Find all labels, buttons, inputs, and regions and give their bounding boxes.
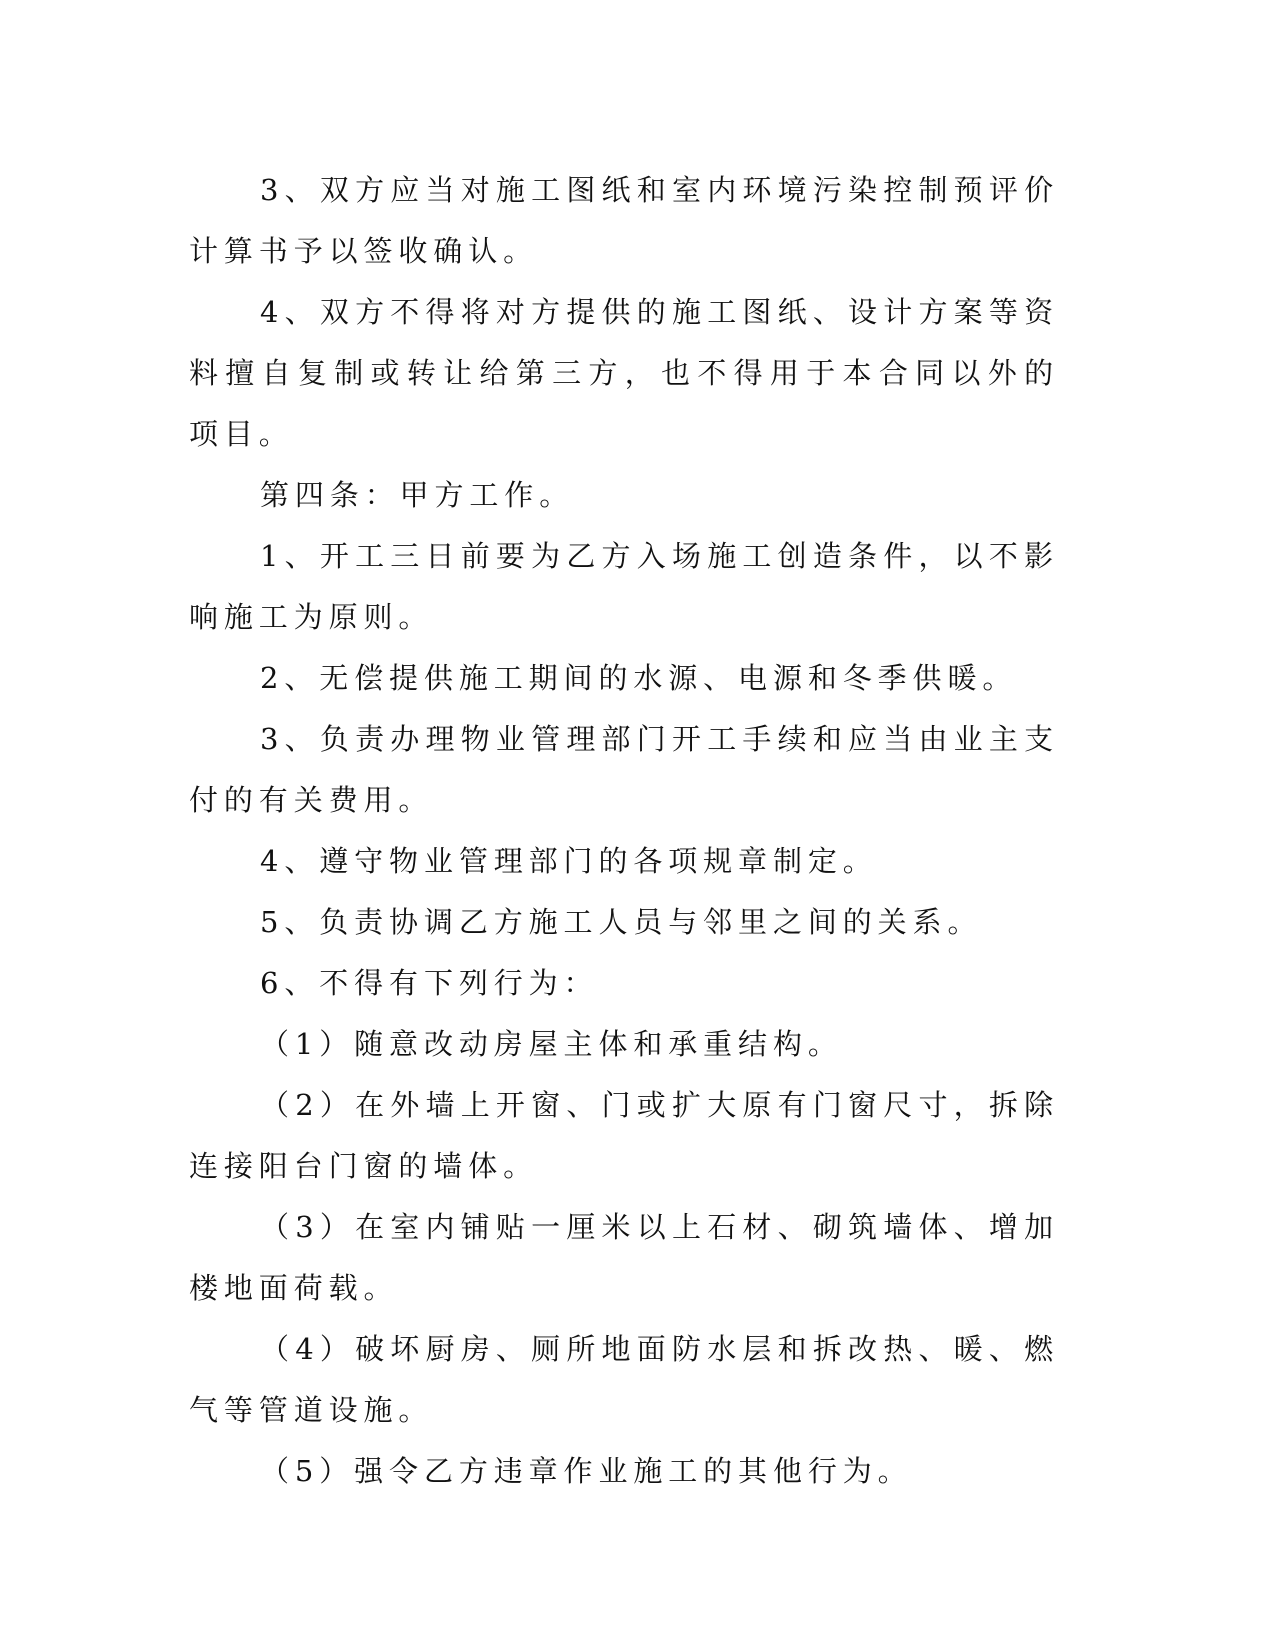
party-a-item-2: 2、无偿提供施工期间的水源、电源和冬季供暖。 [260, 661, 1018, 695]
party-a-item-4: 4、遵守物业管理部门的各项规章制定。 [260, 844, 878, 878]
party-a-item-1: 1、开工三日前要为乙方入场施工创造条件，以不影响施工为原则。 [189, 539, 1059, 634]
prohibited-act-2: （2）在外墙上开窗、门或扩大原有门窗尺寸，拆除连接阳台门窗的墙体。 [189, 1088, 1059, 1183]
party-a-item-6: 6、不得有下列行为： [260, 966, 599, 1000]
party-a-item-3: 3、负责办理物业管理部门开工手续和应当由业主支付的有关费用。 [189, 722, 1059, 817]
prohibited-act-5: （5）强令乙方违章作业施工的其他行为。 [260, 1454, 913, 1488]
party-a-item-5: 5、负责协调乙方施工人员与邻里之间的关系。 [260, 905, 983, 939]
document-body [189, 160, 1059, 1502]
clause-3-drawing-confirmation: 3、双方应当对施工图纸和室内环境污染控制预评价计算书予以签收确认。 [189, 173, 1059, 268]
prohibited-act-4: （4）破坏厨房、厕所地面防水层和拆改热、暖、燃气等管道设施。 [189, 1332, 1059, 1427]
prohibited-act-1: （1）随意改动房屋主体和承重结构。 [260, 1027, 843, 1061]
prohibited-act-3: （3）在室内铺贴一厘米以上石材、砌筑墙体、增加楼地面荷载。 [189, 1210, 1059, 1305]
clause-4-no-copying: 4、双方不得将对方提供的施工图纸、设计方案等资料擅自复制或转让给第三方，也不得用于本合同以外的项目。 [189, 295, 1059, 451]
article-4-heading: 第四条：甲方工作。 [260, 478, 575, 512]
